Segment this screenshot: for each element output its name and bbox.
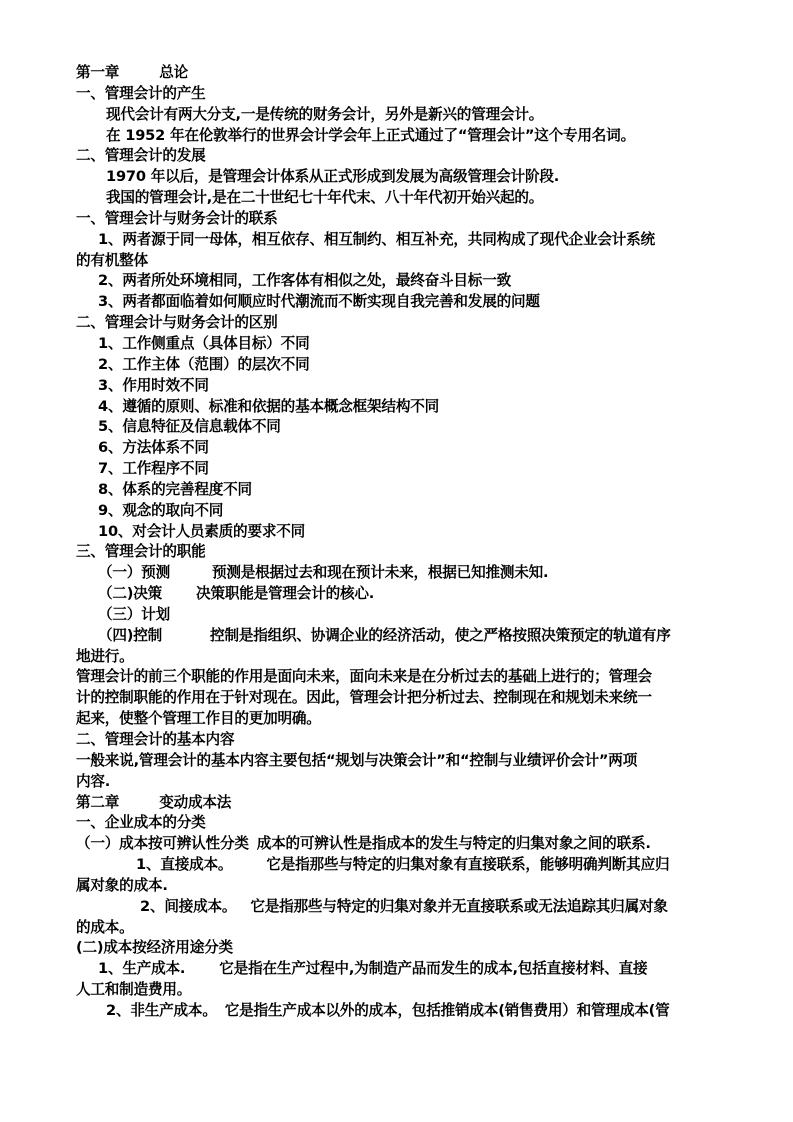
classification-label: （一）成本按可辨认性分类 xyxy=(76,835,249,853)
cost-desc: 它是指那些与特定的归集对象有直接联系，能够明确判断其应归 xyxy=(266,856,670,874)
section-heading: 一、管理会计的产生 xyxy=(76,84,206,102)
paragraph: 1970 年以后，是管理会计体系从正式形成到发展为高级管理会计阶段. xyxy=(106,168,560,186)
cost-desc: 它是指生产成本以外的成本，包括推销成本(销售费用）和管理成本(管 xyxy=(224,1001,670,1019)
section-heading: 三、管理会计的职能 xyxy=(76,543,206,561)
chapter-1-title xyxy=(76,63,718,84)
paragraph-continuation: 人工和制造费用。 xyxy=(76,981,192,999)
list-item: 1、工作侧重点（具体目标）不同 xyxy=(98,334,310,352)
classification-item xyxy=(76,834,718,855)
cost-item-direct xyxy=(76,855,718,876)
paragraph: 现代会计有两大分支,一是传统的财务会计，另外是新兴的管理会计。 xyxy=(106,105,544,123)
section-heading: 一、企业成本的分类 xyxy=(76,814,206,832)
list-item: 9、观念的取向不同 xyxy=(98,501,224,519)
function-item-plan xyxy=(76,605,718,626)
function-item-decision xyxy=(76,584,718,605)
list-item: 3、两者都面临着如何顺应时代潮流而不断实现自我完善和发展的问题 xyxy=(98,293,540,311)
function-label: （二)决策 xyxy=(98,585,163,603)
paragraph: 我国的管理会计,是在二十世纪七十年代末、八十年代初开始兴起的。 xyxy=(106,189,544,207)
list-item: 2、工作主体（范围）的层次不同 xyxy=(98,355,310,373)
section-heading: 二、管理会计的发展 xyxy=(76,147,206,165)
cost-label: 1、直接成本。 xyxy=(136,856,233,874)
function-item-control xyxy=(76,626,718,647)
list-item: 3、作用时效不同 xyxy=(98,376,209,394)
paragraph: 起来，使整个管理工作目的更加明确。 xyxy=(76,710,321,728)
cost-desc: 它是指在生产过程中,为制造产品而发生的成本,包括直接材料、直接 xyxy=(219,960,648,978)
list-item: 8、体系的完善程度不同 xyxy=(98,480,252,498)
paragraph-continuation: 属对象的成本. xyxy=(76,876,168,894)
chapter-number: 第二章 xyxy=(76,793,120,811)
paragraph: 在 1952 年在伦敦举行的世界会计学会年上正式通过了“管理会计”这个专用名词。 xyxy=(106,126,635,144)
paragraph: 一般来说,管理会计的基本内容主要包括“规划与决策会计”和“控制与业绩评价会计”两项 xyxy=(76,751,638,769)
chapter-title: 变动成本法 xyxy=(159,793,232,811)
function-desc: 控制是指组织、协调企业的经济活动，使之严格按照决策预定的轨道有序 xyxy=(210,626,671,644)
document-page xyxy=(76,63,718,1022)
function-label: （四)控制 xyxy=(98,626,163,644)
paragraph-continuation: 地进行。 xyxy=(76,647,134,665)
cost-item-production xyxy=(76,959,718,980)
paragraph: 计的控制职能的作用在于针对现在。因此，管理会计把分析过去、控制现在和规划未来统一 xyxy=(76,689,652,707)
section-heading: 一、管理会计与财务会计的联系 xyxy=(76,209,278,227)
list-item-continuation: 的有机整体 xyxy=(76,251,148,269)
function-desc: 预测是根据过去和现在预计未来，根据已知推测未知. xyxy=(211,564,549,582)
function-label: （三）计划 xyxy=(98,605,170,623)
function-item-forecast xyxy=(76,563,718,584)
section-heading: 二、管理会计与财务会计的区别 xyxy=(76,314,278,332)
paragraph-continuation: 的成本。 xyxy=(76,918,134,936)
cost-label: 2、间接成本。 xyxy=(140,897,237,915)
classification-heading: (二)成本按经济用途分类 xyxy=(76,939,233,957)
list-item: 10、对会计人员素质的要求不同 xyxy=(98,522,306,540)
cost-label: 1、生产成本. xyxy=(98,960,186,978)
list-item: 4、遵循的原则、标准和依据的基本概念框架结构不同 xyxy=(98,397,440,415)
cost-label: 2、非生产成本。 xyxy=(106,1001,217,1019)
classification-desc: 成本的可辨认性是指成本的发生与特定的归集对象之间的联系. xyxy=(256,835,651,853)
paragraph: 管理会计的前三个职能的作用是面向未来，面向未来是在分析过去的基础上进行的；管理会 xyxy=(76,668,652,686)
paragraph: 内容. xyxy=(76,772,111,790)
list-item: 2、两者所处环境相同，工作客体有相似之处，最终奋斗目标一致 xyxy=(98,272,511,290)
list-item: 5、信息特征及信息载体不同 xyxy=(98,418,281,436)
chapter-number: 第一章 xyxy=(76,64,120,81)
chapter-2-title xyxy=(76,793,718,814)
section-heading: 二、管理会计的基本内容 xyxy=(76,731,235,748)
list-item: 1、两者源于同一母体，相互依存、相互制约、相互补充，共同构成了现代企业会计系统 xyxy=(98,230,655,248)
list-item: 6、方法体系不同 xyxy=(98,439,209,457)
cost-item-indirect xyxy=(76,897,718,918)
list-item: 7、工作程序不同 xyxy=(98,460,209,478)
function-desc: 决策职能是管理会计的核心. xyxy=(196,585,375,603)
cost-item-nonproduction xyxy=(76,1001,718,1022)
cost-desc: 它是指那些与特定的归集对象并无直接联系或无法追踪其归属对象 xyxy=(250,897,668,915)
function-label: （一）预测 xyxy=(98,564,170,582)
chapter-title: 总论 xyxy=(159,64,188,81)
